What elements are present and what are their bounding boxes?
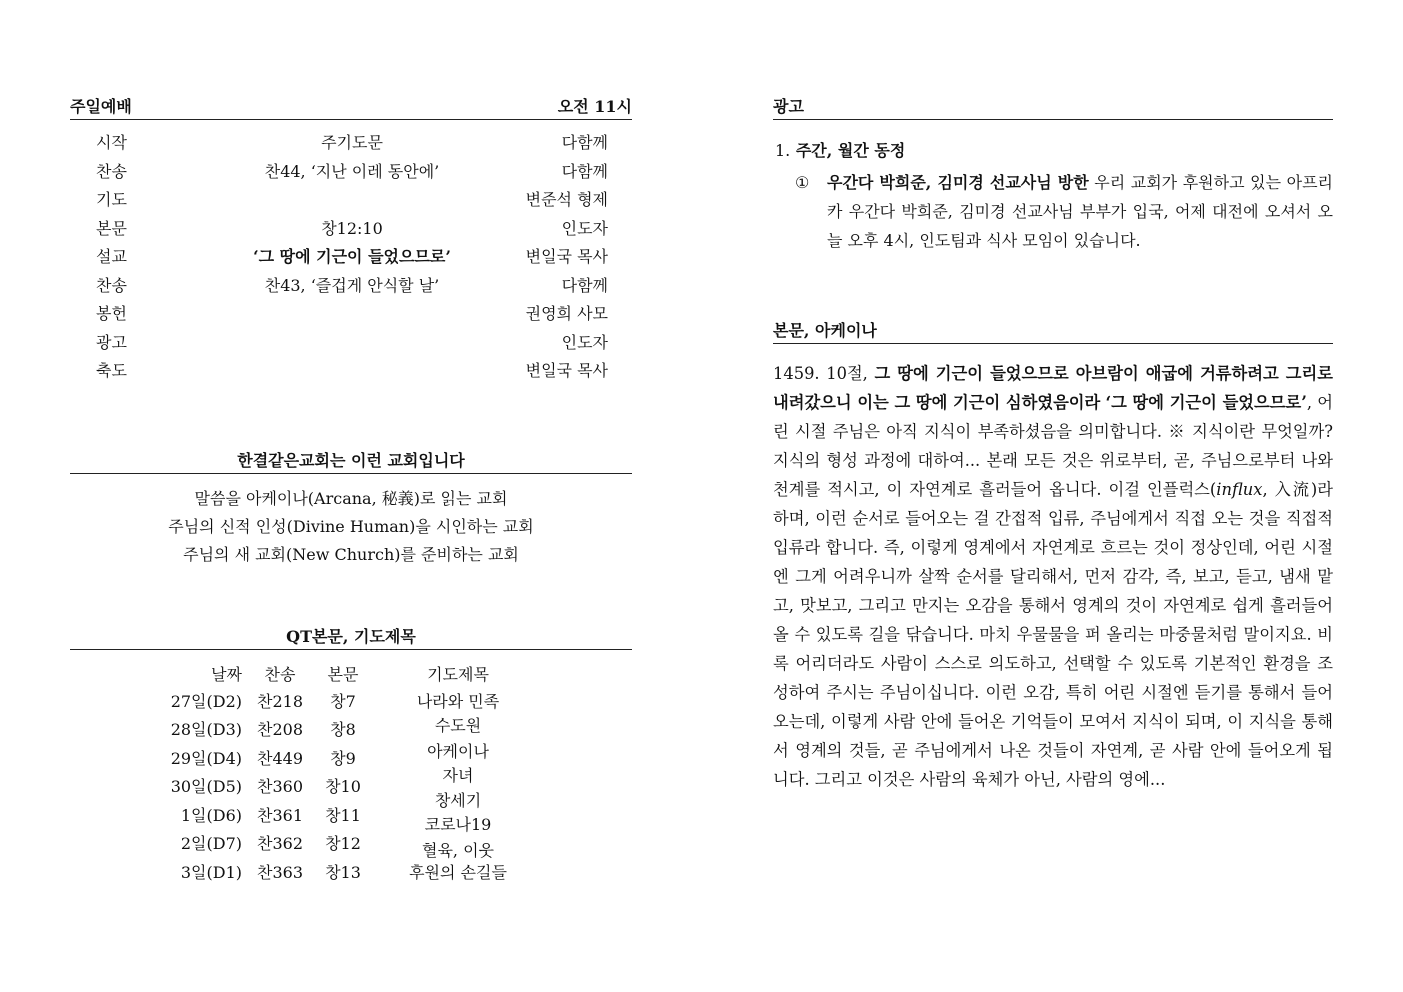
qt-header-prayer: 기도제목 — [427, 665, 489, 684]
qt-date: 30일(D5) — [170, 777, 242, 796]
church-line: 말씀을 아케이나(Arcana, 秘義)로 읽는 교회 — [194, 489, 508, 508]
qt-text: 창11 — [325, 806, 361, 825]
worship-leader: 인도자 — [561, 218, 608, 238]
worship-item: 찬송 — [96, 275, 127, 295]
qt-header-text: 본문 — [327, 665, 359, 684]
ad-sub-bold: 우간다 박희준, 김미경 선교사님 방한 — [827, 173, 1089, 192]
worship-row — [96, 186, 608, 214]
qt-date: 28일(D3) — [170, 720, 242, 739]
worship-leader: 변일국 목사 — [525, 361, 608, 380]
worship-content: 찬43, ‘즐겁게 안식할 날’ — [264, 275, 440, 295]
arcana-article — [773, 359, 1333, 794]
arcana-number: 1459. — [773, 364, 820, 383]
worship-item: 시작 — [96, 133, 127, 152]
qt-hymn: 찬360 — [257, 777, 303, 796]
worship-content: ‘그 땅에 기근이 들었으므로’ — [253, 247, 451, 266]
church-lines — [70, 485, 632, 569]
ad-item-number: 1. — [775, 141, 791, 160]
worship-leader: 변준석 형제 — [525, 190, 608, 209]
ad-sub-marker: ① — [795, 173, 810, 192]
worship-item: 찬송 — [96, 161, 127, 181]
arcana-influx: influx — [1216, 480, 1263, 499]
worship-leader: 다함께 — [561, 275, 608, 295]
worship-row — [96, 272, 608, 300]
ad-sub-body — [827, 168, 1333, 255]
church-line: 주님의 신적 인성(Divine Human)을 시인하는 교회 — [168, 517, 534, 536]
church-line: 주님의 새 교회(New Church)를 준비하는 교회 — [183, 545, 519, 564]
qt-text: 창8 — [330, 720, 356, 739]
qt-header — [70, 624, 632, 650]
qt-prayer: 아케이나 — [427, 742, 489, 761]
qt-date: 29일(D4) — [170, 749, 242, 768]
worship-leader: 변일국 목사 — [525, 247, 608, 266]
worship-leader: 다함께 — [561, 133, 608, 152]
ads-header — [773, 94, 1333, 120]
church-header — [70, 448, 632, 474]
worship-leader: 권영희 사모 — [525, 304, 608, 323]
qt-date: 1일(D6) — [180, 806, 242, 825]
worship-content: 창12:10 — [321, 218, 383, 238]
qt-text: 창9 — [330, 749, 356, 768]
qt-prayer: 수도원 — [434, 716, 482, 735]
worship-header — [70, 94, 632, 120]
ads-title: 광고 — [773, 97, 804, 116]
worship-item: 본문 — [96, 218, 127, 238]
qt-text: 창10 — [325, 777, 361, 796]
qt-header-hymn: 찬송 — [264, 665, 296, 684]
qt-header-date: 날짜 — [211, 665, 242, 684]
worship-leader: 다함께 — [561, 161, 608, 181]
worship-item: 축도 — [96, 361, 127, 380]
arcana-header — [773, 318, 1333, 344]
qt-date: 2일(D7) — [180, 834, 242, 853]
worship-row — [96, 357, 608, 385]
qt-hymn: 찬361 — [257, 806, 303, 825]
qt-hymn: 찬218 — [257, 692, 303, 711]
worship-row — [96, 243, 608, 271]
worship-item: 광고 — [96, 332, 127, 352]
worship-item: 기도 — [96, 190, 127, 209]
qt-prayer: 혈육, 이웃 — [422, 841, 494, 860]
qt-prayer: 창세기 — [434, 791, 482, 810]
worship-leader: 인도자 — [561, 332, 608, 352]
qt-date: 3일(D1) — [180, 863, 242, 882]
qt-prayer: 나라와 민족 — [416, 692, 500, 711]
worship-title: 주일예배 — [70, 97, 132, 116]
arcana-text-1: , 어린 시절 주님은 아직 지식이 부족하셨음을 의미합니다. ※ 지식이란 무엇일까? 지식의 형성 과정에 대하여... 본래 모든 것은 위로부터, 곧, 주님으로부터 나와 천계를 적시고, 이 자연계로 흘러들어 옵니다. 이걸 인플럭스( — [773, 393, 1333, 499]
worship-row — [96, 129, 608, 157]
worship-time: 오전 11시 — [557, 97, 632, 116]
qt-text: 창13 — [325, 863, 361, 882]
ad-item-title: 주간, 월간 동정 — [795, 141, 906, 160]
qt-table-header — [70, 662, 632, 686]
qt-date: 27일(D2) — [170, 692, 242, 711]
arcana-text-2: , 入流)라 하며, 이런 순서로 들어오는 걸 간접적 입류, 주님에게서 직접 오는 것을 직접적 입류라 합니다. 즉, 이렇게 영계에서 자연계로 흐르는 것이 정상인데, 어린 시절엔 그게 어려우니까 살짝 순서를 달리해서, 먼저 감각, 즉, 보고, 듣고, 냄새 맡고, 맛보고, 그리고 만지는 오감을 통해서 영계의 것이 자연계로 쉽게 흘러들어 올 수 있도록 길을 닦습니다. 마치 우물물을 퍼 올리는 마중물처럼 말이지요. 비록 어리더라도 사람이 스스로 의도하고, 선택할 수 있도록 기본적인 환경을 조성하여 주시는 주님이십니다. 이런 오감, 특히 어린 시절엔 듣기를 통해서 들어오는데, 이렇게 사람 안에 들어온 기억들이 모여서 지식이 되며, 이 지식을 통해서 영계의 것들, 곧 주님에게서 나온 것들이 자연계, 곧 사람 안에 들어오게 됩니다. 그리고 이것은 사람의 육체가 아닌, 사람의 영에... — [773, 480, 1333, 789]
ad-subitem — [795, 168, 1333, 255]
worship-content: 주기도문 — [321, 133, 383, 152]
qt-prayer: 후원의 손길들 — [409, 863, 507, 882]
arcana-verse-ref: 10절, — [819, 364, 875, 383]
qt-text: 창7 — [330, 692, 356, 711]
ad-item — [775, 138, 905, 161]
worship-row — [96, 215, 608, 243]
arcana-verse: 그 땅에 기근이 들었으므로 아브람이 애굽에 거류하려고 그리로 내려갔으니 이는 그 땅에 기근이 심하였음이라 — [773, 364, 1333, 412]
arcana-quote: ‘그 땅에 기근이 들었으므로’ — [1105, 393, 1307, 412]
qt-hymn: 찬208 — [257, 720, 303, 739]
church-title: 한결같은교회는 이런 교회입니다 — [237, 451, 465, 470]
qt-text: 창12 — [325, 834, 361, 853]
qt-hymn: 찬363 — [257, 863, 303, 882]
worship-item: 봉헌 — [96, 304, 127, 323]
arcana-title: 본문, 아케이나 — [773, 321, 877, 340]
worship-item: 설교 — [96, 247, 127, 266]
qt-prayer: 코로나19 — [424, 815, 492, 834]
worship-content: 찬44, ‘지난 이레 동안에’ — [264, 161, 440, 181]
worship-row — [96, 158, 608, 186]
qt-hymn: 찬449 — [257, 749, 303, 768]
worship-row — [96, 300, 608, 328]
qt-title: QT본문, 기도제목 — [286, 627, 416, 646]
worship-row — [96, 329, 608, 357]
ad-sub-text: 우리 교회가 후원하고 있는 아프리카 우간다 박희준, 김미경 선교사님 부부가 입국, 어제 대전에 오셔서 오늘 오후 4시, 인도팀과 식사 모임이 있습니다. — [827, 173, 1333, 250]
qt-prayer: 자녀 — [442, 766, 474, 785]
qt-hymn: 찬362 — [257, 834, 303, 853]
